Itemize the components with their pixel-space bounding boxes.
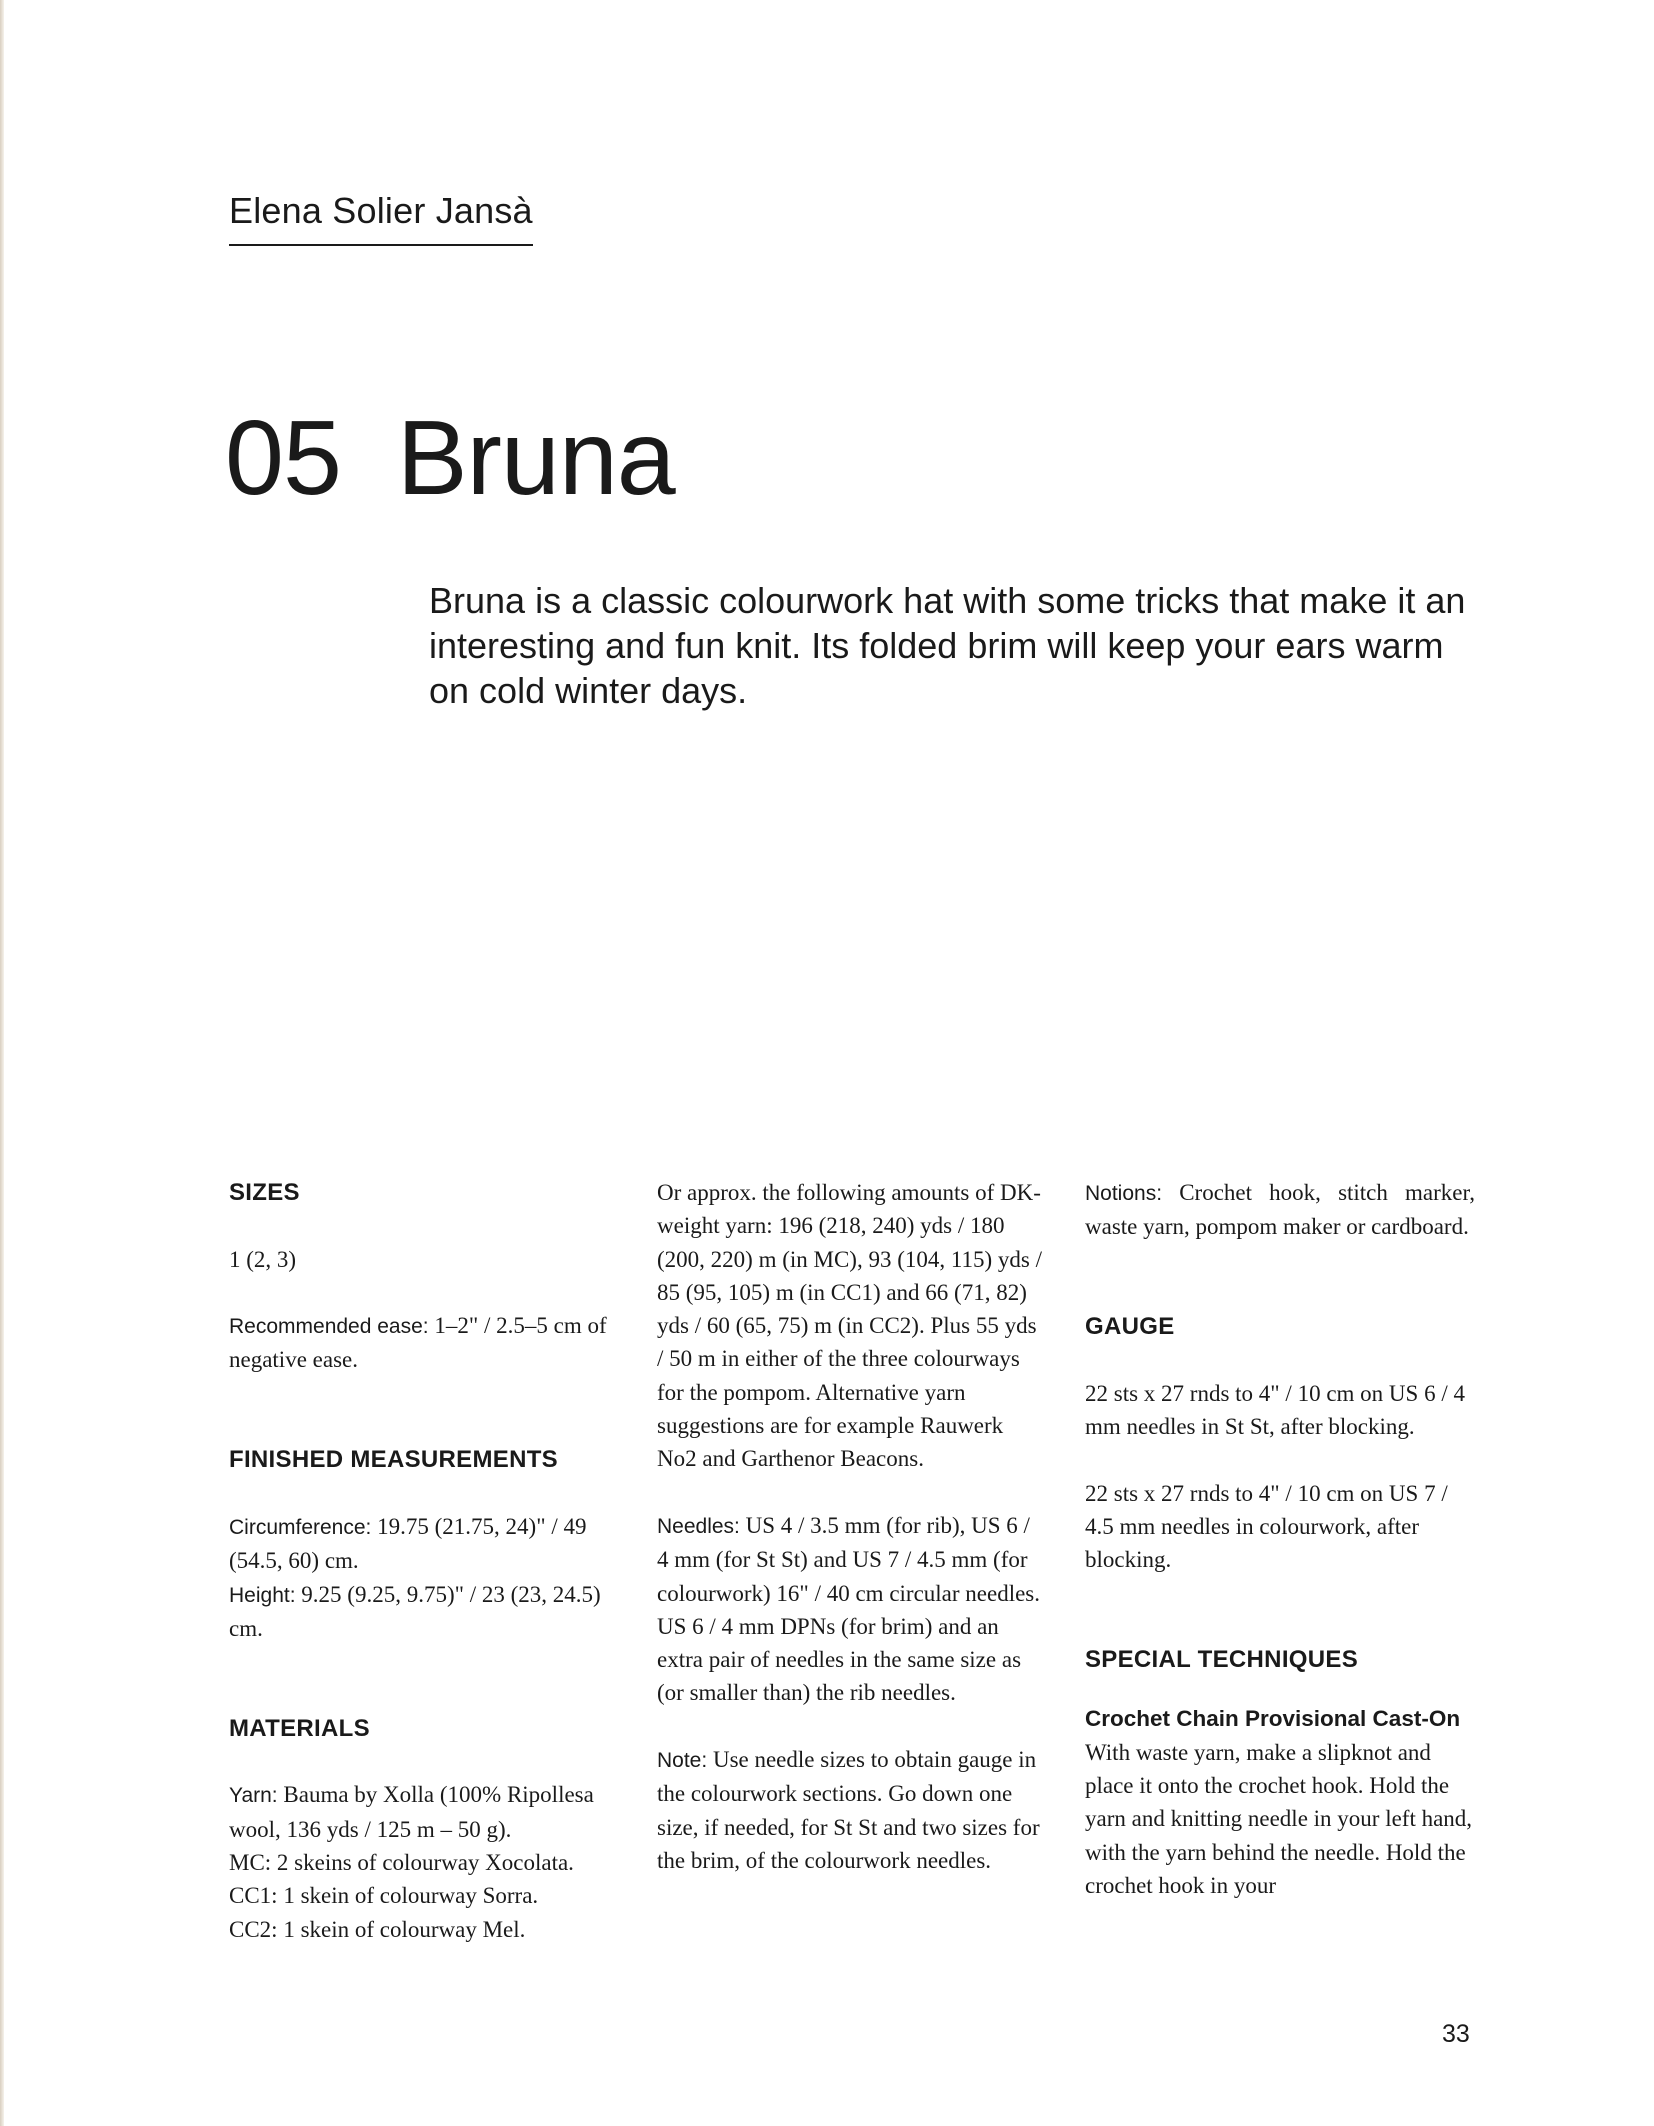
needles-paragraph	[657, 1509, 1047, 1710]
provisional-cast-on-text: With waste yarn, make a slipknot and place it onto the crochet hook. Hold the yarn and knitting needle in your left hand, with the yarn behind the needle. Hold the crochet hook in your	[1085, 1739, 1473, 1898]
yarn-label: Yarn:	[229, 1784, 278, 1808]
notions-label: Notions:	[1085, 1182, 1163, 1205]
finished-measurements-heading: FINISHED MEASUREMENTS	[229, 1446, 558, 1474]
cc1-line: CC1: 1 skein of colourway Sorra.	[229, 1883, 539, 1909]
height-paragraph	[229, 1578, 619, 1646]
provisional-cast-on-subheading: Crochet Chain Provisional Cast-On	[1085, 1706, 1461, 1732]
needles-label: Needles:	[657, 1514, 740, 1538]
cc2-line: CC2: 1 skein of colourway Mel.	[229, 1916, 526, 1942]
circumference-label: Circumference:	[229, 1515, 372, 1539]
notions-text: Crochet hook, stitch marker, waste yarn, pompom maker or cardboard.	[1085, 1180, 1476, 1240]
column-3	[1085, 1176, 1475, 1902]
note-label: Note:	[657, 1749, 708, 1773]
column-1	[229, 1176, 619, 1946]
note-text: Use needle sizes to obtain gauge in the colourwork sections. Go down one size, if needed, for St St and two sizes for the brim, of the colourwork needles.	[657, 1747, 1040, 1873]
pattern-name: Bruna	[396, 399, 675, 517]
sizes-heading: SIZES	[229, 1179, 300, 1206]
notions-paragraph	[1085, 1176, 1475, 1244]
mc-line: MC: 2 skeins of colourway Xocolata.	[229, 1849, 574, 1875]
page-number: 33	[1442, 2020, 1470, 2048]
gauge-colourwork: 22 sts x 27 rnds to 4" / 10 cm on US 7 / 4.5 mm needles in colourwork, after blocking.	[1085, 1480, 1448, 1573]
gauge-stst: 22 sts x 27 rnds to 4" / 10 cm on US 6 / 4 mm needles in St St, after blocking.	[1085, 1380, 1465, 1440]
sizes-value: 1 (2, 3)	[229, 1246, 297, 1272]
pattern-number: 05	[225, 399, 341, 517]
ease-paragraph	[229, 1309, 619, 1377]
gauge-heading: GAUGE	[1085, 1313, 1175, 1341]
needles-text: US 4 / 3.5 mm (for rib), US 6 / 4 mm (for St St) and US 7 / 4.5 mm (for colourwork) 16" / 40 cm circular needles. US 6 / 4 mm DPNs (for brim) and an extra pair of needles in the same size as (or smaller than) the rib needles.	[657, 1512, 1041, 1706]
intro-paragraph: Bruna is a classic colourwork hat with some tricks that make it an interesting and fun knit. Its folded brim will keep your ears warm on cold winter days.	[429, 580, 1466, 711]
column-2	[657, 1176, 1047, 1877]
special-techniques-heading: SPECIAL TECHNIQUES	[1085, 1646, 1358, 1674]
yarn-paragraph	[229, 1778, 619, 1846]
materials-heading: MATERIALS	[229, 1714, 370, 1742]
yarn-approx-paragraph: Or approx. the following amounts of DK-weight yarn: 196 (218, 240) yds / 180 (200, 220) m (in MC), 93 (104, 115) yds / 85 (95, 105) m (in CC1) and 66 (71, 82) yds / 60 (65, 75) m (in CC2). Plus 55 yds / 50 m in either of the three colourways for the pompom. Alternative yarn suggestions are for example Rauwerk No2 and Garthenor Beacons.	[657, 1180, 1043, 1472]
page-edge-shadow	[0, 0, 4, 2126]
note-paragraph	[657, 1743, 1047, 1877]
ease-text: 1–2" / 2.5–5 cm of negative ease.	[229, 1313, 607, 1373]
height-label: Height:	[229, 1583, 296, 1607]
ease-label: Recommended ease:	[229, 1315, 429, 1339]
circumference-paragraph	[229, 1510, 619, 1578]
yarn-text: Bauma by Xolla (100% Ripollesa wool, 136 yds / 125 m – 50 g).	[229, 1782, 594, 1842]
pattern-title	[225, 399, 675, 517]
height-text: 9.25 (9.25, 9.75)" / 23 (23, 24.5) cm.	[229, 1581, 601, 1641]
author-name: Elena Solier Jansà	[229, 190, 533, 246]
circumference-text: 19.75 (21.75, 24)" / 49 (54.5, 60) cm.	[229, 1513, 587, 1574]
